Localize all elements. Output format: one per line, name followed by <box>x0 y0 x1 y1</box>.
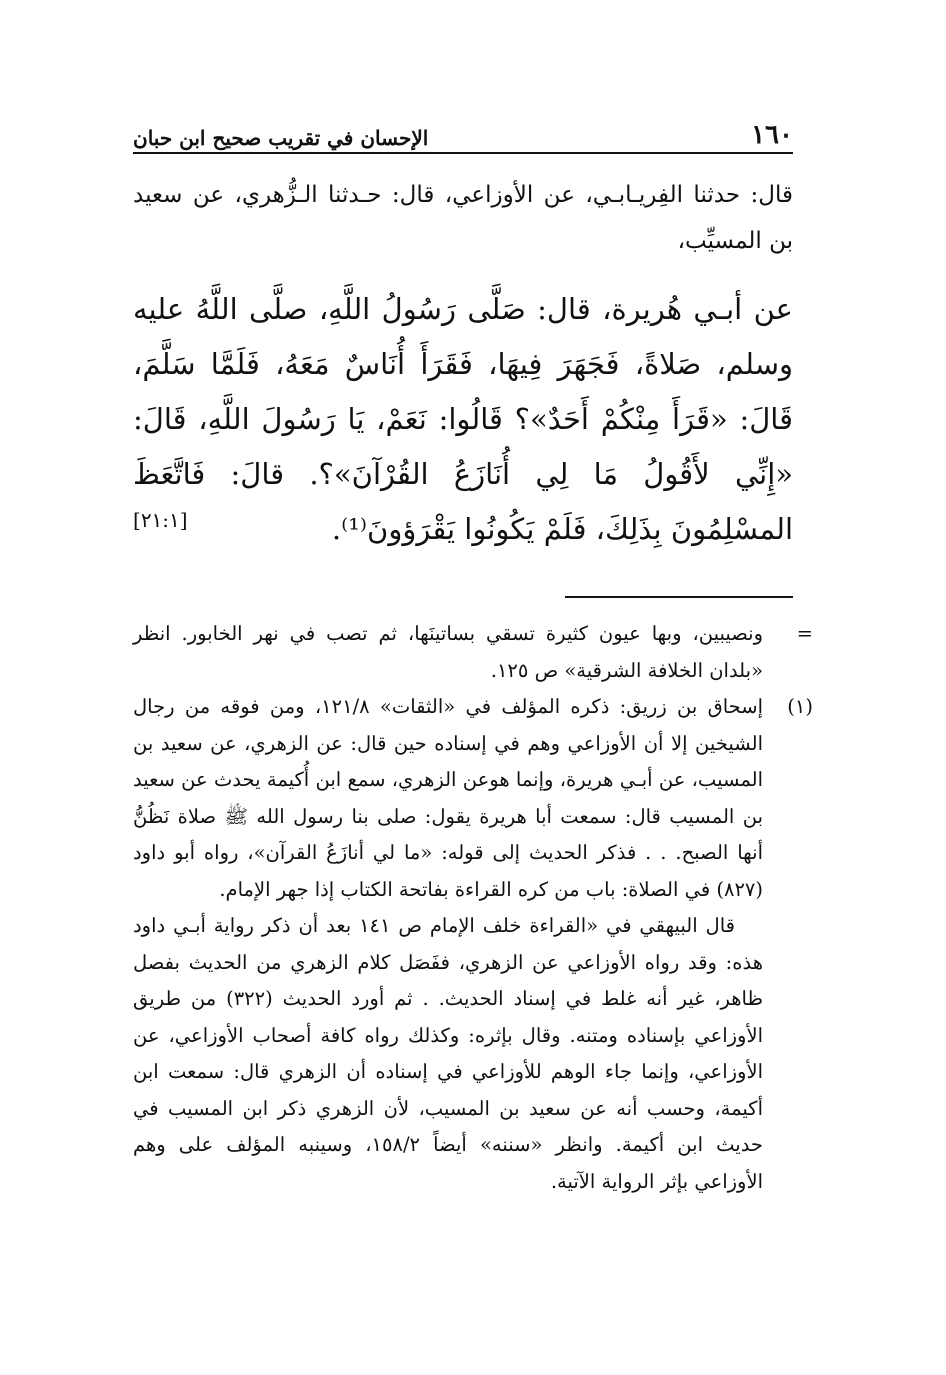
hadith-reference: [٢١:١] <box>133 508 188 532</box>
footnote-1 <box>133 689 813 908</box>
footnote-continuation <box>133 616 813 689</box>
footnote-1-marker: (١) <box>787 695 813 718</box>
footnote-1-text: إسحاق بن زريق: ذكره المؤلف في «الثقات» ١٢١/٨، ومن فوقه من رجال الشيخين إلا أن الأوزاعي وهم في إسناده حين قال: عن الزهري، عن سعيد بن المسيب، عن أبـي هريرة، وإنما هوعن الزهري، سمع ابن أُكيمة يحدث عن سعيد بن المسيب قال: سمعت أبا هريرة يقول: صلى بنا رسول الله ﷺ صلاة نَظُنُّ أنها الصبح. . . فذكر الحديث إلى قوله: «ما لي أنازَعُ القرآن»، رواه أبو داود (٨٢٧) في الصلاة: باب من كره القراءة بفاتحة الكتاب إذا جهر الإمام. <box>133 695 763 901</box>
hadith-text: عن أبـي هُريرة، قال: صَلَّى رَسُولُ اللَّهِ، صلَّى اللَّهُ عليه وسلم، صَلاةً، فَجَهَرَ فِيهَا، فَقَرَأَ أُنَاسٌ مَعَهُ، فَلَمَّا سَلَّمَ، قَالَ: «قَرَأَ مِنْكُمْ أَحَدٌ»؟ قَالُوا: نَعَمْ، يَا رَسُولَ اللَّهِ، قَالَ: «إِنِّي لأَقُولُ مَا لِي أُنَازَعُ القُرْآنَ»؟. قالَ: فَاتَّعَظَ المسْلِمُونَ بِذَلِكَ، فَلَمْ يَكُونُوا يَقْرَؤونَ⁽¹⁾. <box>133 292 793 546</box>
continuation-text: ونصيبين، وبها عيون كثيرة تسقي بساتينَها، ثم تصب في نهر الخابور. انظر «بلدان الخلافة الشرقية» ص ١٢٥. <box>133 622 763 682</box>
page-number: ١٦٠ <box>751 120 793 150</box>
continuation-marker: = <box>796 622 813 645</box>
footnotes <box>133 616 813 1200</box>
running-title: الإحسان في تقريب صحيح ابن حبان <box>133 126 429 150</box>
isnad-chain: قال: حدثنا الفِريـابـي، عن الأوزاعي، قال: حـدثنا الـزُّهري، عن سعيد بن المسيِّب، <box>133 182 793 254</box>
footnote-separator <box>565 596 793 598</box>
footnote-1-continuation <box>133 908 763 1200</box>
footnote-1-paragraph-2: قال البيهقي في «القراءة خلف الإمام ص ١٤١ بعد أن ذكر رواية أبـي داود هذه: وقد رواه الأوزاعي عن الزهري، ففَصَل كلام الزهري من الحديث بفصل ظاهر، غير أنه غلط في إسناد الحديث. . ثم أورد الحديث (٣٢٢) من طريق الأوزاعي بإسناده ومتنه. وقال بإثره: وكذلك رواه كافة أصحاب الأوزاعي، عن الأوزاعي، وإنما جاء الوهم للأوزاعي في إسناده أن الزهري قال: سمعت ابن أكيمة، وحسب أنه عن سعيد بن المسيب، لأن الزهري ذكر ابن المسيب في حديث ابن أكيمة. وانظر «سننه» أيضاً ١٥٨/٢، وسينبه المؤلف على وهم الأوزاعي بإثر الرواية الآتية. <box>133 914 764 1193</box>
page-header <box>133 112 793 154</box>
